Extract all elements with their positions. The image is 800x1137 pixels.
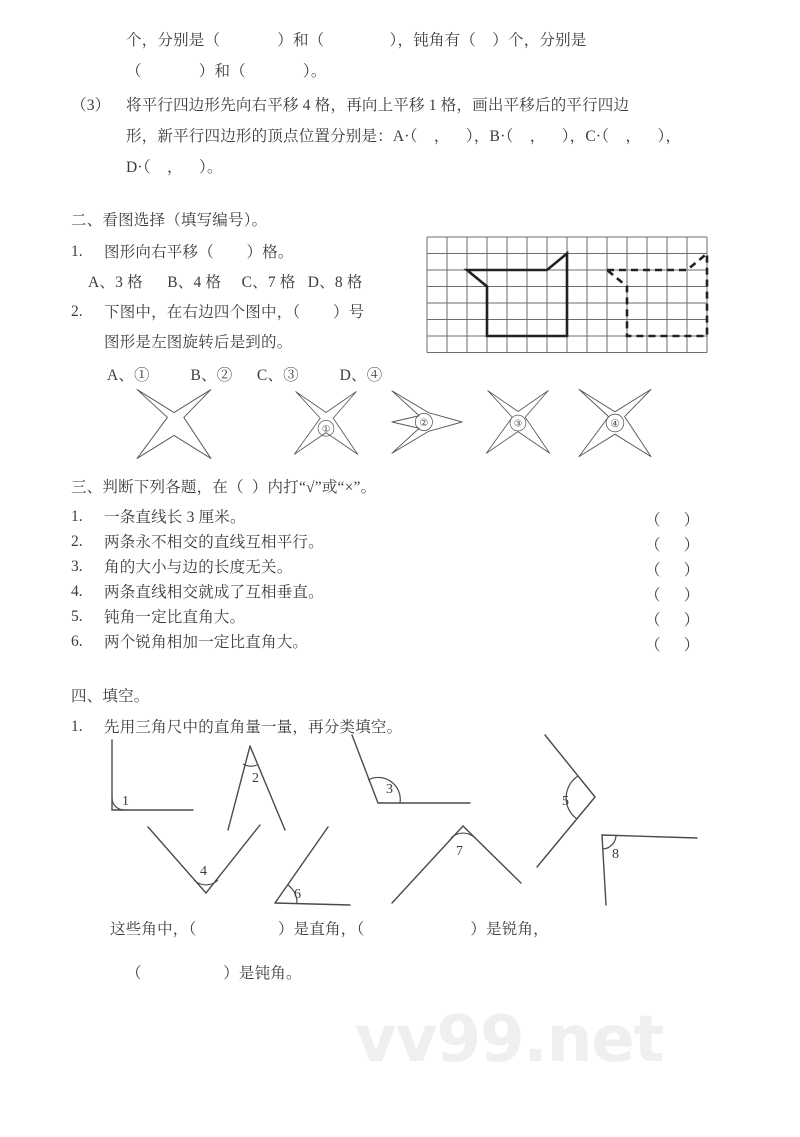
section-three-item-2-number: 2. — [71, 533, 83, 550]
angle-7-label: 7 — [456, 844, 463, 859]
star-option-4 — [570, 383, 660, 463]
angle-1-figure — [112, 740, 193, 810]
question-3-line-2: 形，新平行四边形的顶点位置分别是：A·（ ， ），B·（ ， ），C·（ ， ）， — [126, 128, 682, 145]
section-three-heading: 三、判断下列各题，在（ ）内打“√”或“×”。 — [71, 479, 377, 496]
section-two-item-1-number: 1. — [71, 243, 83, 260]
section-three-item-5-answer[interactable]: （ ） — [645, 612, 700, 629]
question-3-line-1: 将平行四边形先向右平移 4 格，再向上平移 1 格，画出平移后的平行四边 — [126, 97, 630, 114]
section-three-item-4-answer[interactable]: （ ） — [645, 587, 700, 604]
section-two-item-2-number: 2. — [71, 303, 83, 320]
angle-3-figure — [352, 735, 470, 803]
section-three-item-2-text: 两条永不相交的直线互相平行。 — [104, 534, 324, 551]
reference-star — [130, 383, 218, 465]
section-three-item-5-number: 5. — [71, 608, 83, 625]
section-three-item-3-answer[interactable]: （ ） — [645, 562, 700, 579]
section-four-conclusion-line-2: （ ）是钝角。 — [126, 965, 302, 982]
angle-2-label: 2 — [252, 771, 259, 786]
translated-shape — [607, 254, 707, 337]
angle-7-figure — [392, 826, 521, 903]
section-three-item-4-text: 两条直线相交就成了互相垂直。 — [104, 584, 324, 601]
section-two-item-2-options: A、① B、② C、③ D、④ — [107, 367, 383, 384]
section-two-heading: 二、看图选择（填写编号）。 — [71, 212, 268, 229]
star-option-4-label: ④ — [610, 419, 620, 430]
translation-grid-figure — [427, 237, 711, 353]
section-two-item-2-text-line-1: 下图中，在右边四个图中，（ ）号 — [104, 304, 365, 321]
angle-2-figure — [228, 746, 285, 830]
section-four-heading: 四、填空。 — [71, 688, 150, 705]
section-three-item-6-number: 6. — [71, 633, 83, 650]
angle-1-label: 1 — [122, 794, 129, 809]
top-continuation-line-2: （ ）和（ ）。 — [126, 63, 327, 80]
section-four-item-text: 先用三角尺中的直角量一量，再分类填空。 — [104, 719, 403, 736]
angle-4-figure — [148, 825, 260, 893]
section-three-item-3-number: 3. — [71, 558, 83, 575]
angle-figures-group — [100, 735, 720, 910]
question-3-line-3: D·（ ， ）。 — [126, 159, 223, 176]
section-three-item-5-text: 钝角一定比直角大。 — [104, 609, 246, 626]
angle-5-figure — [537, 735, 595, 867]
top-continuation-line-1: 个，分别是（ ）和（ ），钝角有（ ）个，分别是 — [126, 32, 587, 49]
angle-3-label: 3 — [386, 782, 393, 797]
section-three-item-4-number: 4. — [71, 583, 83, 600]
section-two-item-1-text: 图形向右平移（ ）格。 — [104, 244, 294, 261]
star-option-3 — [482, 381, 554, 465]
angle-6-label: 6 — [294, 887, 301, 902]
question-3-label: （3） — [71, 97, 111, 114]
angle-6-figure — [275, 827, 350, 905]
section-three-item-1-text: 一条直线长 3 厘米。 — [104, 509, 246, 526]
section-three-item-6-answer[interactable]: （ ） — [645, 637, 700, 654]
angle-8-label: 8 — [612, 847, 619, 862]
section-two-item-1-options: A、3 格 B、4 格 C、7 格 D、8 格 — [88, 274, 363, 291]
original-shape — [467, 254, 567, 337]
star-option-2 — [386, 383, 468, 461]
section-three-item-6-text: 两个锐角相加一定比直角大。 — [104, 634, 309, 651]
section-two-item-2-text-line-2: 图形是左图旋转后是到的。 — [104, 334, 293, 351]
section-three-item-3-text: 角的大小与边的长度无关。 — [104, 559, 293, 576]
section-four-conclusion-line-1: 这些角中，（ ）是直角，（ ）是锐角， — [110, 921, 549, 938]
star-option-1 — [290, 383, 362, 465]
section-four-item-number: 1. — [71, 718, 83, 735]
star-option-3-label: ③ — [513, 419, 523, 430]
section-three-item-2-answer[interactable]: （ ） — [645, 537, 700, 554]
section-three-item-1-number: 1. — [71, 508, 83, 525]
star-option-2-label: ② — [419, 417, 429, 429]
angle-8-figure — [602, 835, 697, 905]
site-watermark: vv99.net — [355, 1003, 664, 1077]
star-option-1-label: ① — [321, 424, 331, 435]
angle-4-label: 4 — [200, 864, 207, 879]
section-three-item-1-answer[interactable]: （ ） — [645, 512, 700, 529]
angle-5-label: 5 — [562, 794, 569, 809]
